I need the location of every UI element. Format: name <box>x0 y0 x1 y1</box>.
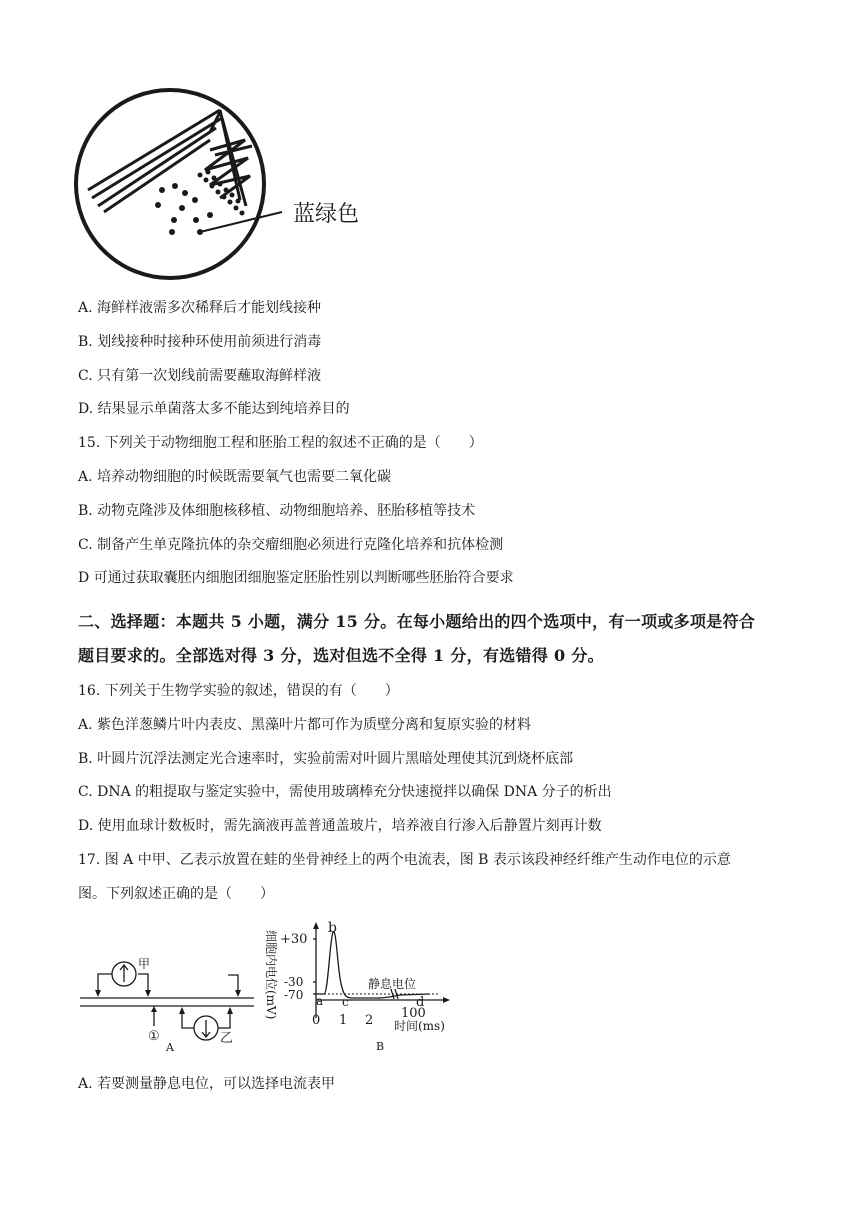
figure-b-xlabel: 时间(ms) <box>394 1019 445 1033</box>
q14-option-b: B. 划线接种时接种环使用前须进行消毒 <box>78 334 322 350</box>
xtick-2: 2 <box>365 1013 374 1028</box>
figure-b-action-potential <box>260 918 460 1058</box>
q15-option-b: B. 动物克隆涉及体细胞核移植、动物细胞培养、胚胎移植等技术 <box>78 503 476 519</box>
figure-a-nerve-ammeters <box>78 920 258 1055</box>
q14-option-a: A. 海鲜样液需多次稀释后才能划线接种 <box>78 300 322 316</box>
q15-option-a: A. 培养动物细胞的时候既需要氧气也需要二氧化碳 <box>78 469 392 485</box>
xtick-100: 100 <box>401 1006 426 1021</box>
q15-stem: 15. 下列关于动物细胞工程和胚胎工程的叙述不正确的是（ ） <box>78 435 483 451</box>
q15-option-d: D 可通过获取囊胚内细胞团细胞鉴定胚胎性别以判断哪些胚胎符合要求 <box>78 570 514 586</box>
q14-option-c: C. 只有第一次划线前需要蘸取海鲜样液 <box>78 368 322 384</box>
q14-option-d: D. 结果显示单菌落太多不能达到纯培养目的 <box>78 401 350 417</box>
q16-option-d: D. 使用血球计数板时，需先滴液再盖普通盖玻片，培养液自行渗入后静置片刻再计数 <box>78 818 602 834</box>
q15-option-c: C. 制备产生单克隆抗体的杂交瘤细胞必须进行克隆化培养和抗体检测 <box>78 537 504 553</box>
q16-option-c: C. DNA 的粗提取与鉴定实验中，需使用玻璃棒充分快速搅拌以确保 DNA 分子的析出 <box>78 784 612 800</box>
ammeter-yi-label: 乙 <box>220 1031 234 1046</box>
q16-stem: 16. 下列关于生物学实验的叙述，错误的有（ ） <box>78 683 399 699</box>
ammeter-jia-label: 甲 <box>138 957 151 971</box>
ytick-plus30: +30 <box>280 932 308 947</box>
point-d-label: d <box>416 995 425 1010</box>
point-c-label: c <box>342 995 349 1009</box>
ytick-minus70: -70 <box>284 988 304 1002</box>
xtick-0: 0 <box>312 1013 321 1028</box>
ytick-minus30: -30 <box>284 975 304 989</box>
section2-heading-line1: 二、选择题：本题共 5 小题，满分 15 分。在每小题给出的四个选项中，有一项或多项是符合 <box>78 612 756 631</box>
figure-a-caption: A <box>166 1041 174 1054</box>
figure-b-caption: B <box>376 1040 385 1053</box>
q16-option-b: B. 叶圆片沉浮法测定光合速率时，实验前需对叶圆片黑暗处理使其沉到烧杯底部 <box>78 751 574 767</box>
xtick-1: 1 <box>339 1013 348 1028</box>
q17-stem-line1: 17. 图 A 中甲、乙表示放置在蛙的坐骨神经上的两个电流表，图 B 表示该段神经纤维产生动作电位的示意 <box>78 852 731 868</box>
resting-potential-label: 静息电位 <box>368 977 417 991</box>
figure-b-ylabel: 细胞内电位(mV) <box>264 930 278 1020</box>
streak-plate-figure <box>70 80 390 290</box>
q16-option-a: A. 紫色洋葱鳞片叶内表皮、黑藻叶片都可作为质壁分离和复原实验的材料 <box>78 717 532 733</box>
stimulus-point-label: ① <box>148 1029 160 1044</box>
point-b-label: b <box>328 920 337 936</box>
blue-green-label: 蓝绿色 <box>293 202 360 227</box>
section2-heading-line2: 题目要求的。全部选对得 3 分，选对但选不全得 1 分，有选错得 0 分。 <box>78 646 604 665</box>
q17-option-a: A. 若要测量静息电位，可以选择电流表甲 <box>78 1076 336 1092</box>
q17-stem-line2: 图。下列叙述正确的是（ ） <box>78 886 274 902</box>
point-a-label: a <box>316 994 324 1008</box>
